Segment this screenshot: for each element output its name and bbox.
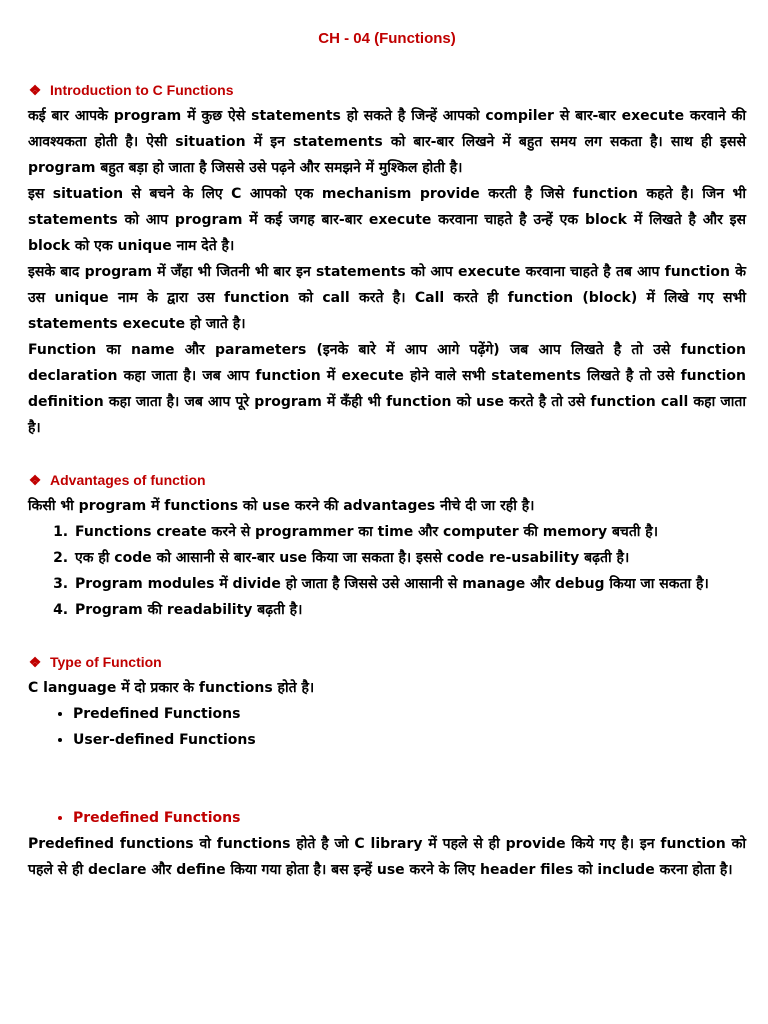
intro-heading: ❖ Introduction to C Functions (28, 77, 746, 103)
intro-paragraph: कई बार आपके program में कुछ ऐसे statements हो सकते है जिन्हें आपको compiler से बार-बार execute करवाने की आवश्यकता होती है। ऐसी situation में इन statements को बार-बार लिखने में बहुत समय लग सकता है। साथ ही इससे program बहुत बड़ा हो जाता है जिससे उसे पढ़ने और समझने में मुश्किल होती है। (28, 108, 746, 176)
list-item: • User-defined Functions (73, 727, 746, 753)
list-item: 1. Functions create करने से programmer का time और computer की memory बचती है। (73, 519, 746, 545)
list-item: 2. एक ही code को आसानी से बार-बार use किया जा सकता है। इससे code re-usability बढ़ती है। (73, 545, 746, 571)
diamond-bullet-icon: ❖ (28, 654, 42, 670)
predefined-paragraph: Predefined functions वो functions होते है जो C library में पहले से ही provide किये गए है। इन function को पहले से ही declare और define किया गया होता है। बस इन्हें use करने के लिए header files को include करना होता है। (28, 836, 746, 878)
intro-paragraph: Function का name और parameters (इनके बारे में आप आगे पढ़ेंगे) जब आप लिखते है तो उसे function declaration कहा जाता है। जब आप function में execute होने वाले सभी statements लिखते है तो उसे function definition कहा जाता है। जब आप पूरे program में कँही भी function को use करते है तो उसे function call कहा जाता है। (28, 342, 746, 436)
diamond-bullet-icon: ❖ (28, 82, 42, 98)
types-intro: C language में दो प्रकार के functions होते है। (28, 680, 315, 696)
diamond-bullet-icon: ❖ (28, 472, 42, 488)
advantages-intro: किसी भी program में functions को use करने की advantages नीचे दी जा रही है। (28, 498, 535, 514)
intro-paragraph: इसके बाद program में जँहा भी जितनी भी बार इन statements को आप execute करवाना चाहते है तब आप function के उस unique नाम के द्वारा उस function को call करते है। Call करते ही function (block) में लिखे गए सभी statements execute हो जाते है। (28, 264, 746, 332)
list-item: • Predefined Functions (73, 701, 746, 727)
list-item: 4. Program की readability बढ़ती है। (73, 597, 746, 623)
advantages-heading: ❖ Advantages of function (28, 467, 746, 493)
predefined-heading: • Predefined Functions (28, 805, 746, 831)
intro-paragraph: इस situation से बचने के लिए C आपको एक mechanism provide करती है जिसे function कहते है। जिन भी statements को आप program में कई जगह बार-बार execute करवाना चाहते है उन्हें एक block में लिखते है और इस block को एक unique नाम देते है। (28, 186, 746, 254)
list-item: 3. Program modules में divide हो जाता है जिससे उसे आसानी से manage और debug किया जा सकता है। (73, 571, 746, 597)
advantages-list (28, 519, 746, 623)
types-list (28, 701, 746, 753)
types-heading: ❖ Type of Function (28, 649, 746, 675)
page-title: CH - 04 (Functions) (318, 30, 456, 47)
